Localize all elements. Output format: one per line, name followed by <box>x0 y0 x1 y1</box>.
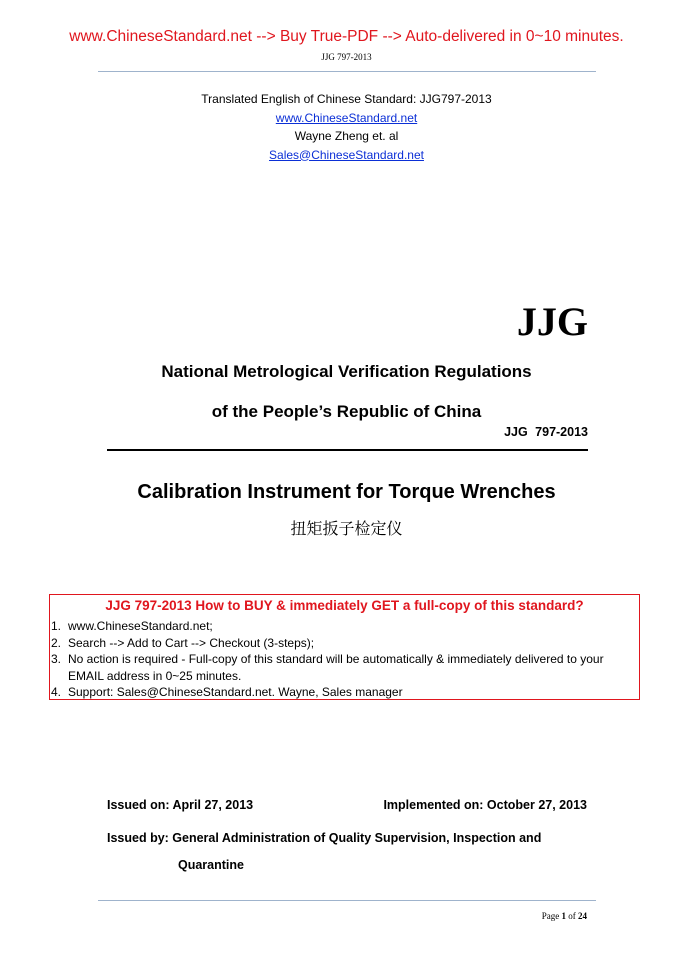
translation-line: Translated English of Chinese Standard: JJG797-2013 <box>201 92 492 106</box>
email-link[interactable]: Sales@ChineseStandard.net <box>269 147 424 162</box>
list-item: 2. Search --> Add to Cart --> Checkout (3-steps); <box>51 635 315 650</box>
list-item: 1. www.ChineseStandard.net; <box>51 619 213 633</box>
implemented-date: Implemented on: October 27, 2013 <box>383 798 587 812</box>
title-rule <box>107 449 588 451</box>
issuing-authority <box>107 825 597 879</box>
translation-info <box>0 90 693 164</box>
regulations-line-1: National Metrological Verification Regulations <box>161 362 532 381</box>
promo-banner[interactable]: www.ChineseStandard.net --> Buy True-PDF --> Auto-delivered in 0~10 minutes. <box>69 28 624 45</box>
issued-by-line-2: Quarantine <box>178 858 244 872</box>
document-title: Calibration Instrument for Torque Wrenches <box>137 481 556 503</box>
header-rule <box>98 71 596 72</box>
purchase-steps-list <box>50 618 639 701</box>
footer-rule <box>98 900 596 901</box>
list-item: 4. Support: Sales@ChineseStandard.net. Wayne, Sales manager <box>51 685 403 699</box>
page-number: Page 1 of 24 <box>541 911 587 921</box>
website-link[interactable]: www.ChineseStandard.net <box>275 110 418 125</box>
issued-by-line-1: Issued by: General Administration of Quality Supervision, Inspection and <box>107 831 542 845</box>
regulations-heading <box>0 352 693 432</box>
list-item: 3. No action is required - Full-copy of this standard will be automatically & immediately delivered to your EMAIL address in 0~25 minutes. <box>51 652 604 683</box>
jjg-logo: JJG <box>516 299 588 344</box>
purchase-info-box <box>49 594 640 700</box>
chinese-title: 扭矩扳子检定仪 <box>290 519 403 538</box>
regulations-line-2: of the People’s Republic of China <box>211 402 482 421</box>
purchase-box-title: JJG 797-2013 How to BUY & immediately GET a full-copy of this standard? <box>105 598 584 613</box>
standard-code: JJG 797-2013 <box>504 425 588 439</box>
issued-date: Issued on: April 27, 2013 <box>107 798 254 812</box>
translator-name: Wayne Zheng et. al <box>294 129 399 143</box>
running-header: JJG 797-2013 <box>321 52 372 62</box>
